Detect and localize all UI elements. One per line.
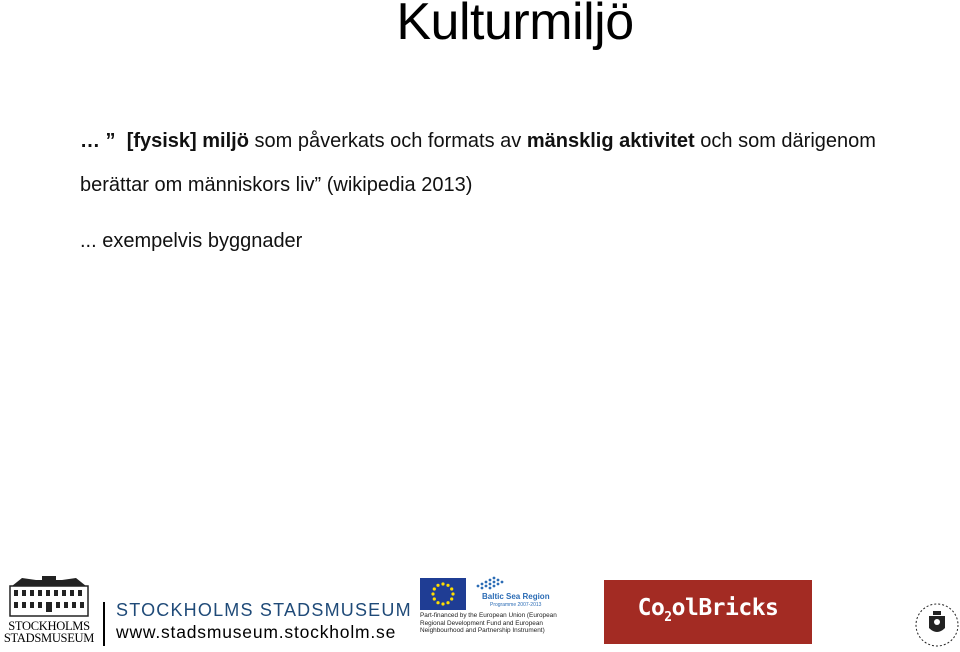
footer — [0, 560, 960, 652]
museum-name: STOCKHOLMS STADSMUSEUM — [116, 600, 412, 620]
body-line-3: ... exempelvis byggnader — [80, 230, 303, 252]
text-segment: som påverkats och formats av — [254, 130, 522, 152]
text-segment: och som därigenom — [700, 130, 876, 152]
museum-logo-text: STOCKHOLMS STADSMUSEUM — [3, 619, 95, 645]
bsr-sub: Programme 2007-2013 — [490, 602, 542, 608]
eu-funding-logo — [412, 566, 562, 652]
baltic-sea-region-icon — [470, 572, 510, 592]
museum-logo — [0, 576, 98, 652]
ellipsis-quote: … ” — [80, 130, 116, 152]
bsr-title: Baltic Sea Region — [482, 592, 550, 601]
coolbricks-logo — [604, 580, 812, 644]
slide-title: Kulturmiljö — [396, 0, 634, 51]
body-line-1 — [80, 126, 940, 156]
eu-funding-text: Part-financed by the European Union (European Regional Development Fund and European Neighbourhood and Partnership Instrument) — [420, 612, 557, 635]
footer-divider — [103, 602, 105, 646]
coolbricks-a: Co — [637, 595, 665, 621]
coolbricks-text — [604, 595, 812, 625]
stockholm-city-seal-icon — [914, 602, 960, 648]
eu-flag-icon — [420, 578, 466, 610]
body-line-2: berättar om människors liv” (wikipedia 2013) — [80, 174, 473, 196]
coolbricks-b: olBricks — [671, 595, 779, 621]
bold-phrase-fysisk-miljo: [fysisk] miljö — [126, 130, 249, 152]
museum-building-icon — [4, 576, 94, 618]
coolbricks-sub: 2 — [664, 610, 672, 625]
bold-phrase-mansklig-aktivitet: mänsklig aktivitet — [526, 130, 695, 152]
museum-url[interactable]: www.stadsmuseum.stockholm.se — [116, 622, 397, 642]
